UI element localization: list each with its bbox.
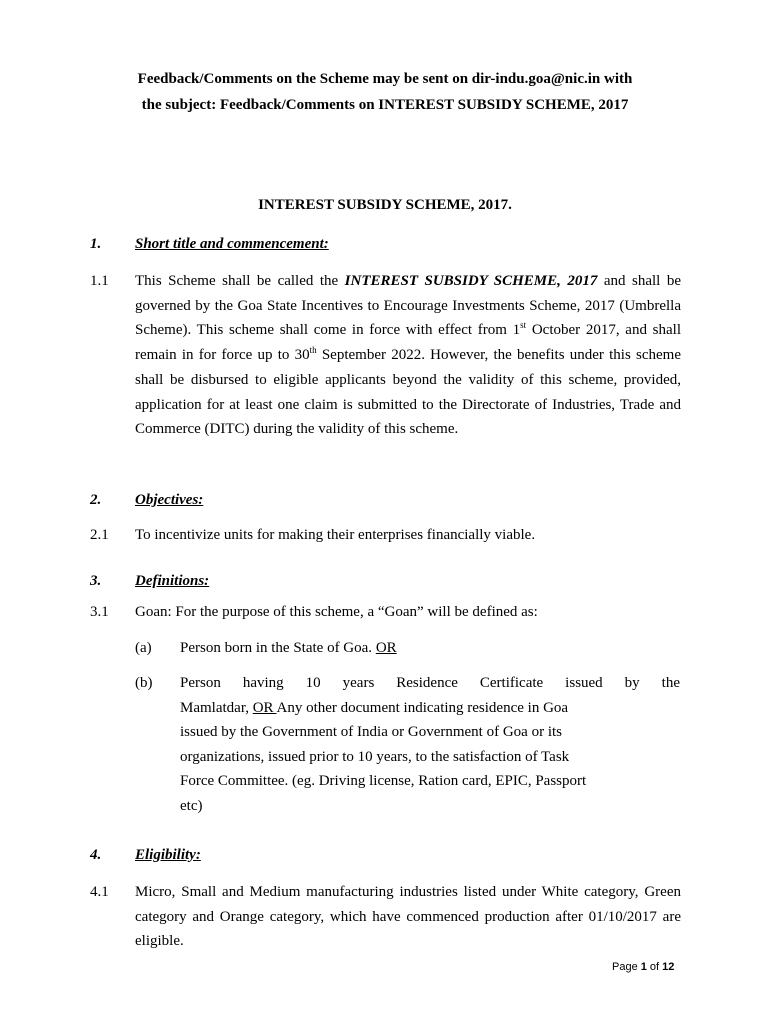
ordinal-suffix: st: [520, 320, 527, 331]
item-text-part: Person born in the State of Goa.: [180, 640, 376, 656]
section-number: 4.: [90, 847, 102, 863]
total-pages: 12: [662, 961, 675, 973]
section-number: 1.: [90, 236, 102, 252]
footer-label: Page: [612, 961, 641, 973]
current-page: 1: [640, 961, 647, 973]
page-number-footer: [612, 961, 674, 973]
item-text: [180, 671, 680, 818]
item-line: etc): [180, 797, 203, 814]
item-label: (a): [135, 640, 152, 656]
footer-label: of: [646, 961, 663, 973]
or-keyword: OR: [375, 640, 397, 656]
clause-text: Micro, Small and Medium manufacturing industries listed under White category, Green category and Orange category, which have commenced production after 01/10/2017 are eligible.: [135, 884, 681, 950]
item-line: [180, 696, 680, 721]
clause-text: Goan: For the purpose of this scheme, a “Goan” will be defined as:: [135, 604, 538, 620]
clause-number: 2.1: [90, 527, 109, 543]
item-line: Person having 10 years Residence Certificate issued by the: [180, 675, 680, 691]
item-text-part: Any other document indicating residence in Goa: [276, 699, 569, 716]
clause-text-part: September 2022. However, the benefits under this scheme shall be disbursed to eligible applicants beyond the validity of this scheme, provided, application for at least one claim is submitted to the Directorate of Industries, Trade and Commerce (DITC) during the validity of this scheme.: [135, 347, 681, 438]
document-title: INTEREST SUBSIDY SCHEME, 2017.: [258, 197, 512, 213]
section-number: 3.: [90, 573, 102, 589]
definition-item-a: [135, 637, 695, 659]
item-line: organizations, issued prior to 10 years, to the satisfaction of Task: [180, 748, 570, 765]
section-title: Short title and commencement:: [135, 236, 329, 252]
section-title: Eligibility:: [135, 847, 201, 863]
clause-3-1: [90, 601, 690, 623]
ordinal-suffix: th: [309, 345, 317, 356]
or-keyword: OR: [252, 699, 277, 716]
section-title: Objectives:: [135, 492, 204, 508]
clause-text: To incentivize units for making their enterprises financially viable.: [135, 527, 536, 543]
feedback-line-2: the subject: Feedback/Comments on INTEREST SUBSIDY SCHEME, 2017: [141, 97, 629, 113]
clause-2-1: [90, 524, 690, 546]
feedback-line-1: Feedback/Comments on the Scheme may be sent on dir-indu.goa@nic.in with: [137, 71, 633, 87]
clause-text-part: This Scheme shall be called the: [135, 273, 345, 289]
clause-1-1: [90, 269, 690, 442]
section-number: 2.: [90, 492, 102, 508]
clause-number: 3.1: [90, 604, 109, 620]
clause-text-part: and shall be governed by the Goa State Incentives to Encourage Investments Scheme, 2017 (Umbrella Scheme). This scheme shall come in force with effect from 1: [135, 273, 681, 339]
clause-number: 4.1: [90, 884, 109, 900]
clause-text: [135, 269, 681, 442]
section-title: Definitions:: [135, 573, 210, 589]
item-label: (b): [135, 675, 153, 691]
clause-text-part: October 2017, and shall remain in for force up to 30: [135, 322, 681, 364]
item-line: issued by the Government of India or Government of Goa or its: [180, 724, 562, 740]
definition-item-b: [135, 671, 695, 818]
feedback-notice: [40, 66, 730, 118]
item-text: [180, 637, 680, 659]
item-text-part: Mamlatdar,: [180, 699, 253, 716]
clause-4-1: [90, 880, 690, 954]
item-line: Force Committee. (eg. Driving license, Ration card, EPIC, Passport: [180, 773, 587, 789]
clause-number: 1.1: [90, 273, 109, 289]
scheme-name: INTEREST SUBSIDY SCHEME, 2017: [344, 273, 598, 289]
